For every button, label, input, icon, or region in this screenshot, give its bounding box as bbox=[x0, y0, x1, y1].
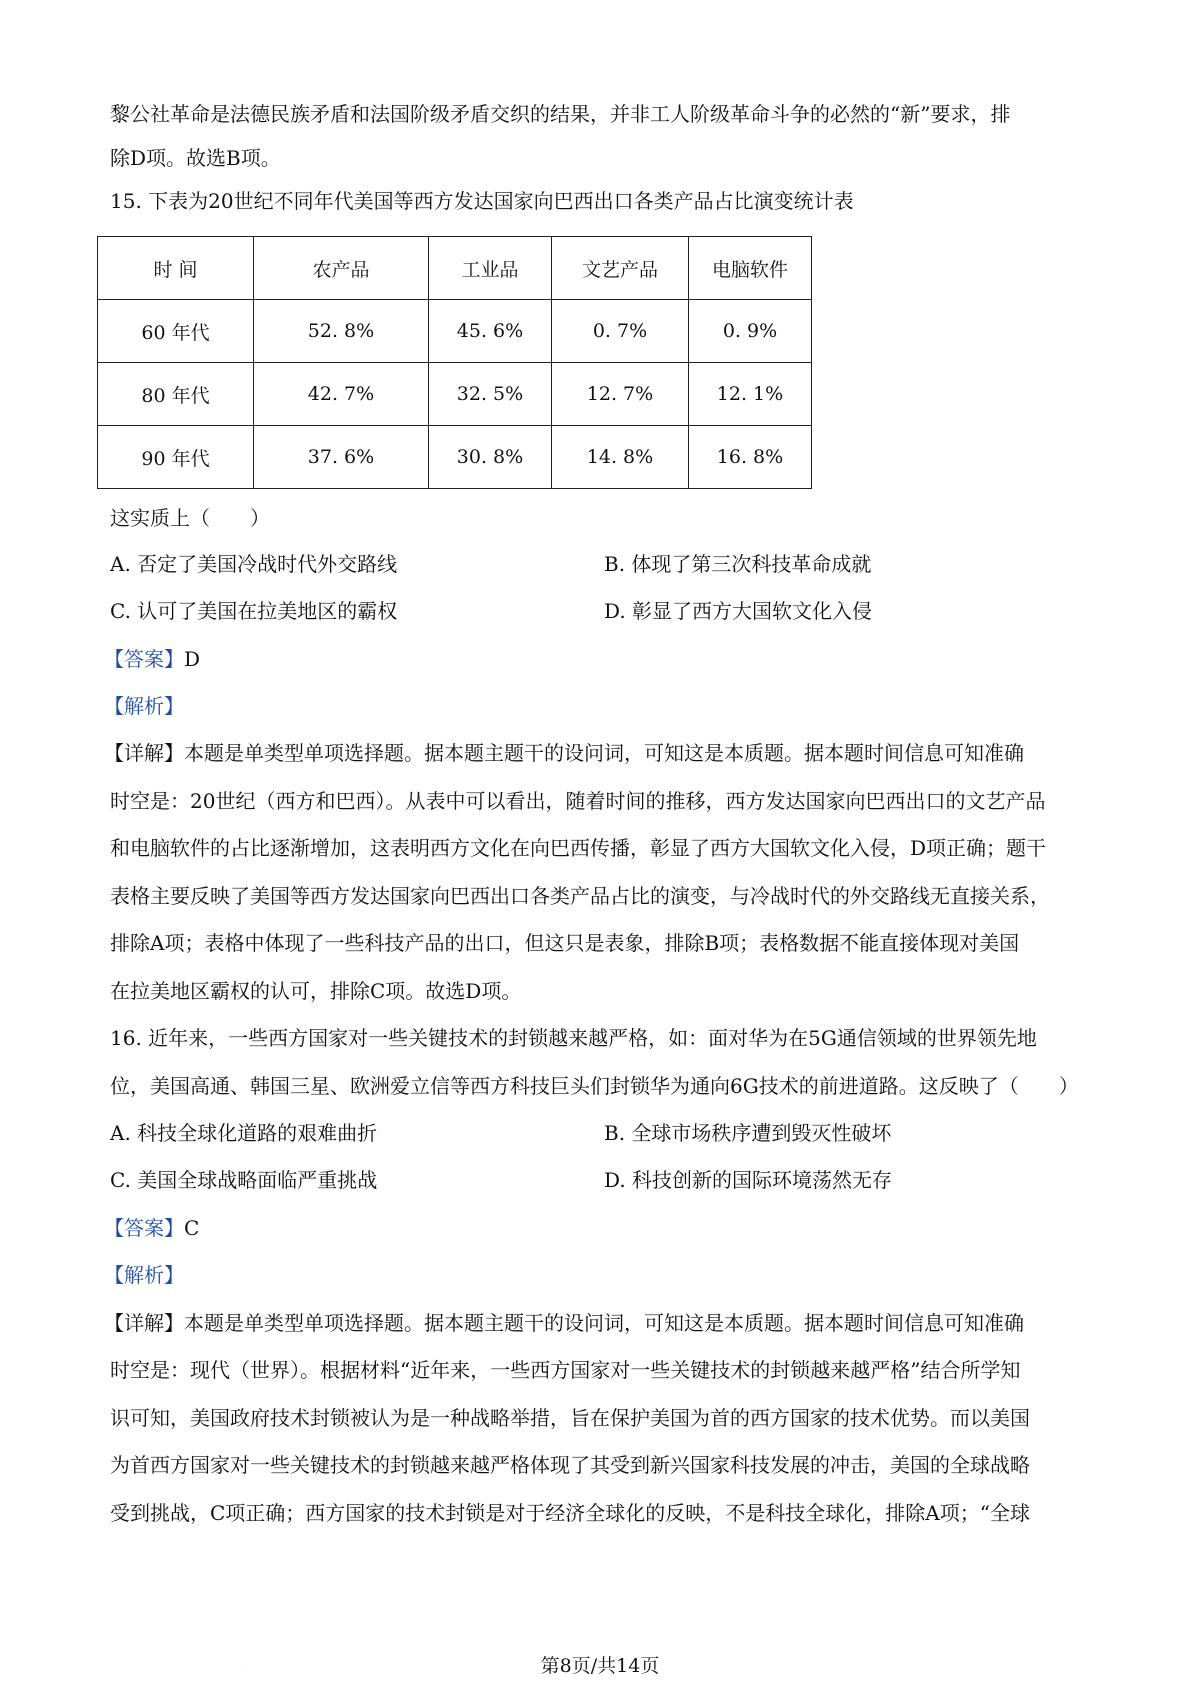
q16-detail-line bbox=[104, 1310, 1094, 1336]
q16-analysis bbox=[104, 1262, 1094, 1288]
table-cell: 60 年代 bbox=[98, 300, 254, 363]
q15-detail-line: 表格主要反映了美国等西方发达国家向巴西出口各类产品占比的演变，与冷战时代的外交路线无直接关系， bbox=[110, 884, 1050, 908]
carryover-line-2: 除D项。故选B项。 bbox=[110, 146, 281, 170]
table-cell: 52. 8% bbox=[254, 300, 429, 363]
page-footer: 第8页/共14页 bbox=[540, 1655, 660, 1677]
table-header-cell: 文艺产品 bbox=[552, 237, 689, 300]
table-cell: 14. 8% bbox=[552, 426, 689, 489]
table-row bbox=[98, 363, 812, 426]
table-cell: 37. 6% bbox=[254, 426, 429, 489]
q15-option-a: A. 否定了美国冷战时代外交路线 bbox=[110, 552, 398, 576]
table-cell: 80 年代 bbox=[98, 363, 254, 426]
q15-detail-line: 时空是：20世纪（西方和巴西）。从表中可以看出，随着时间的推移，西方发达国家向巴西出口的文艺产品 bbox=[110, 789, 1046, 813]
q16-detail-line: 为首西方国家对一些关键技术的封锁越来越严格体现了其受到新兴国家科技发展的冲击，美国的全球战略 bbox=[110, 1453, 1030, 1477]
detail-tag: 【详解】 bbox=[104, 741, 184, 765]
table-header-cell: 农产品 bbox=[254, 237, 429, 300]
q15-detail-line: 和电脑软件的占比逐渐增加，这表明西方文化在向巴西传播，彰显了西方大国软文化入侵，D项正确；题干 bbox=[110, 836, 1047, 860]
detail-tag: 【详解】 bbox=[104, 1311, 184, 1335]
q15-detail-line: 排除A项；表格中体现了一些科技产品的出口，但这只是表象，排除B项；表格数据不能直接体现对美国 bbox=[110, 931, 1020, 955]
q16-answer bbox=[104, 1215, 1094, 1241]
q15-analysis bbox=[104, 693, 1094, 719]
q16-option-a: A. 科技全球化道路的艰难曲折 bbox=[110, 1121, 378, 1145]
scan-dot: · bbox=[243, 1664, 245, 1671]
table-cell: 45. 6% bbox=[429, 300, 552, 363]
table-cell: 16. 8% bbox=[689, 426, 812, 489]
table-cell: 12. 7% bbox=[552, 363, 689, 426]
table-cell: 0. 9% bbox=[689, 300, 812, 363]
q15-detail-line: 在拉美地区霸权的认可，排除C项。故选D项。 bbox=[110, 979, 522, 1003]
q15-stem: 15. 下表为20世纪不同年代美国等西方发达国家向巴西出口各类产品占比演变统计表 bbox=[110, 189, 854, 213]
q16-detail-line: 识可知，美国政府技术封锁被认为是一种战略举措，旨在保护美国为首的西方国家的技术优势。而以美国 bbox=[110, 1406, 1030, 1430]
q16-option-d: D. 科技创新的国际环境荡然无存 bbox=[604, 1168, 893, 1192]
q15-detail-line bbox=[104, 740, 1094, 766]
q15-answer bbox=[104, 646, 1094, 672]
answer-tag: 【答案】 bbox=[104, 1216, 184, 1240]
q16-option-b: B. 全球市场秩序遭到毁灭性破坏 bbox=[604, 1121, 892, 1145]
analysis-tag: 【解析】 bbox=[104, 1263, 184, 1287]
table-row bbox=[98, 300, 812, 363]
table-header-cell: 电脑软件 bbox=[689, 237, 812, 300]
detail-text: 本题是单类型单项选择题。据本题主题干的设问词，可知这是本质题。据本题时间信息可知准确 bbox=[184, 741, 1024, 765]
table-header-cell: 时 间 bbox=[98, 237, 254, 300]
table-row bbox=[98, 426, 812, 489]
answer-value: D bbox=[184, 647, 201, 671]
table-cell: 42. 7% bbox=[254, 363, 429, 426]
table-header-row bbox=[98, 237, 812, 300]
q16-detail-line: 时空是：现代（世界）。根据材料“近年来，一些西方国家对一些关键技术的封锁越来越严格”结合所学知 bbox=[110, 1358, 1021, 1382]
table-cell: 0. 7% bbox=[552, 300, 689, 363]
q16-stem-line: 位，美国高通、韩国三星、欧洲爱立信等西方科技巨头们封锁华为通向6G技术的前进道路。这反映了（ ） bbox=[110, 1074, 1079, 1098]
table-header-cell: 工业品 bbox=[429, 237, 552, 300]
q16-stem-line: 16. 近年来，一些西方国家对一些关键技术的封锁越来越严格，如：面对华为在5G通信领域的世界领先地 bbox=[110, 1026, 1037, 1050]
q16-option-c: C. 美国全球战略面临严重挑战 bbox=[110, 1168, 378, 1192]
q15-option-c: C. 认可了美国在拉美地区的霸权 bbox=[110, 599, 398, 623]
table-cell: 90 年代 bbox=[98, 426, 254, 489]
q15-question: 这实质上（ ） bbox=[110, 506, 270, 530]
table-cell: 32. 5% bbox=[429, 363, 552, 426]
table-cell: 12. 1% bbox=[689, 363, 812, 426]
table-cell: 30. 8% bbox=[429, 426, 552, 489]
answer-value: C bbox=[184, 1216, 200, 1240]
q15-table bbox=[97, 236, 812, 489]
analysis-tag: 【解析】 bbox=[104, 694, 184, 718]
detail-text: 本题是单类型单项选择题。据本题主题干的设问词，可知这是本质题。据本题时间信息可知准确 bbox=[184, 1311, 1024, 1335]
answer-tag: 【答案】 bbox=[104, 647, 184, 671]
q16-detail-line: 受到挑战，C项正确；西方国家的技术封锁是对于经济全球化的反映，不是科技全球化，排除A项；“全球 bbox=[110, 1501, 1030, 1525]
q15-option-b: B. 体现了第三次科技革命成就 bbox=[604, 552, 872, 576]
carryover-line-1: 黎公社革命是法德民族矛盾和法国阶级矛盾交织的结果，并非工人阶级革命斗争的必然的“新”要求，排 bbox=[110, 102, 1011, 126]
q15-option-d: D. 彰显了西方大国软文化入侵 bbox=[604, 599, 873, 623]
